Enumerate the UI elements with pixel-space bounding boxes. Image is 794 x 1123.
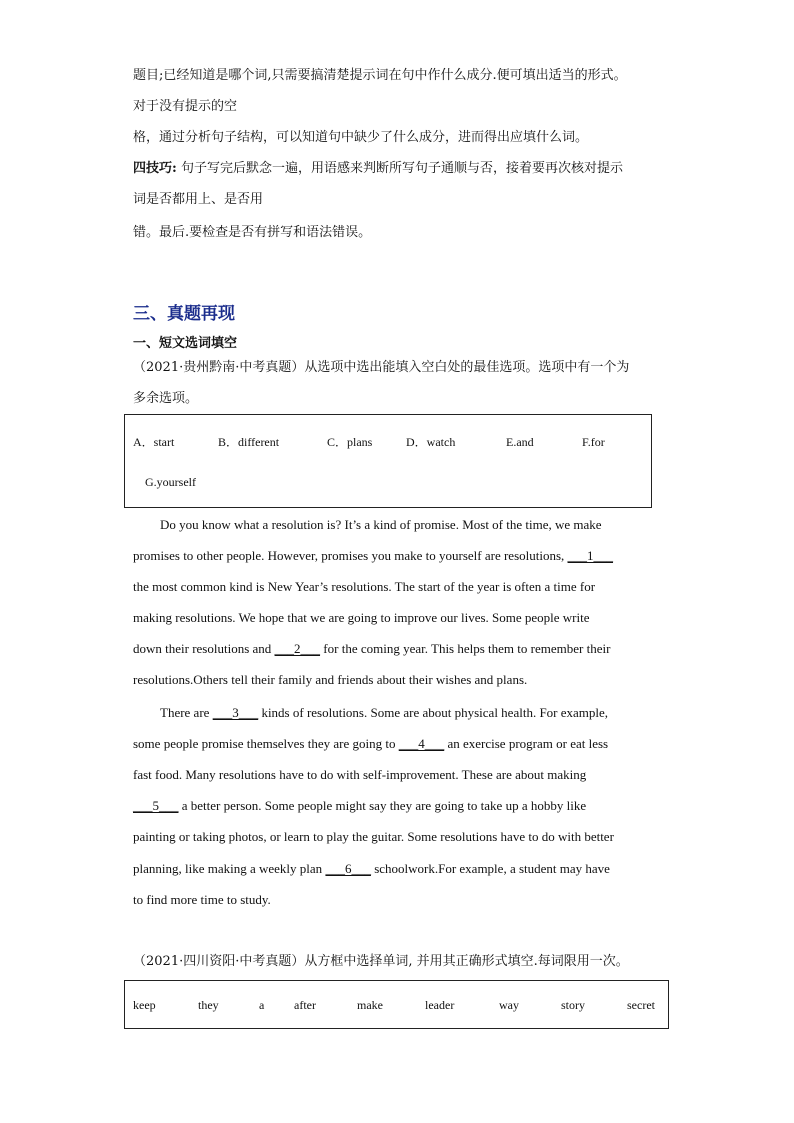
word-they: they bbox=[198, 998, 219, 1012]
option-b: B．different bbox=[218, 435, 280, 449]
option-d: D．watch bbox=[406, 435, 456, 449]
passage-line-6: resolutions.Others tell their family and friends about their wishes and plans. bbox=[133, 672, 528, 687]
passage-line-13: to find more time to study. bbox=[133, 892, 271, 907]
tip-line-6: 错。最后.要检查是否有拼写和语法错误。 bbox=[133, 225, 372, 240]
blank-4[interactable]: ___4___ bbox=[398, 736, 445, 751]
blank-2[interactable]: ___2___ bbox=[274, 641, 321, 656]
word-keep: keep bbox=[133, 998, 156, 1012]
passage-line-9: fast food. Many resolutions have to do with self-improvement. These are about making bbox=[133, 767, 587, 782]
blank-3[interactable]: ___3___ bbox=[212, 705, 259, 720]
options-box bbox=[124, 414, 652, 508]
passage-line-5: down their resolutions and ___2___ for the coming year. This helps them to remember their bbox=[133, 641, 611, 656]
option-e: E.and bbox=[506, 435, 534, 449]
tip-line-3: 格，通过分析句子结构，可以知道句中缺少了什么成分，进而得出应填什么词。 bbox=[133, 130, 589, 145]
q1-instruction-2: 多余选项。 bbox=[133, 391, 199, 406]
blank-6[interactable]: ___6___ bbox=[325, 861, 371, 876]
blank-5[interactable]: ___5___ bbox=[133, 798, 179, 813]
passage-line-1: Do you know what a resolution is? It’s a kind of promise. Most of the time, we make bbox=[160, 517, 602, 532]
word-story: story bbox=[561, 998, 585, 1012]
tip-4-text: 句子写完后默念一遍，用语感来判断所写句子通顺与否，接着要再次核对提示 bbox=[176, 161, 623, 176]
option-a: A．start bbox=[133, 435, 175, 449]
passage-line-10: ___5___ a better person. Some people might say they are going to take up a hobby like bbox=[133, 798, 587, 813]
option-c: C．plans bbox=[327, 435, 373, 449]
word-make: make bbox=[357, 998, 383, 1012]
blank-1[interactable]: ___1___ bbox=[567, 548, 614, 563]
q1-instruction-1: （2021·贵州黔南·中考真题）从选项中选出能填入空白处的最佳选项。选项中有一个为 bbox=[133, 360, 630, 375]
passage-line-8: some people promise themselves they are going to ___4___ an exercise program or eat less bbox=[133, 736, 609, 751]
passage-line-3: the most common kind is New Year’s resolutions. The start of the year is often a time for bbox=[133, 579, 596, 594]
tip-line-1: 题目;已经知道是哪个词,只需要搞清楚提示词在句中作什么成分.便可填出适当的形式。 bbox=[133, 68, 627, 83]
q2-instruction: （2021·四川资阳·中考真题）从方框中选择单词, 并用其正确形式填空.每词限用一次。 bbox=[133, 954, 629, 969]
option-f: F.for bbox=[582, 435, 605, 449]
passage-line-11: painting or taking photos, or learn to play the guitar. Some resolutions have to do with better bbox=[133, 829, 614, 844]
word-way: way bbox=[499, 998, 519, 1012]
word-secret: secret bbox=[627, 998, 655, 1012]
word-leader: leader bbox=[425, 998, 455, 1012]
tip-line-5: 词是否都用上、是否用 bbox=[133, 192, 264, 207]
tip-line-4 bbox=[133, 162, 623, 175]
option-g: G.yourself bbox=[145, 475, 196, 489]
passage-line-2: promises to other people. However, promises you make to yourself are resolutions, ___1___ bbox=[133, 548, 614, 563]
passage-line-4: making resolutions. We hope that we are going to improve our lives. Some people write bbox=[133, 610, 590, 625]
tip-4-label: 四技巧: bbox=[133, 161, 177, 176]
word-after: after bbox=[294, 998, 316, 1012]
section-subtitle: 一、短文选词填空 bbox=[133, 336, 238, 351]
word-a: a bbox=[259, 998, 265, 1012]
passage-line-12: planning, like making a weekly plan ___6___ schoolwork.For example, a student may have bbox=[133, 861, 610, 876]
passage-line-7: There are ___3___ kinds of resolutions. Some are about physical health. For example, bbox=[160, 705, 609, 720]
section-title: 三、真题再现 bbox=[133, 304, 235, 324]
tip-line-2: 对于没有提示的空 bbox=[133, 99, 238, 114]
